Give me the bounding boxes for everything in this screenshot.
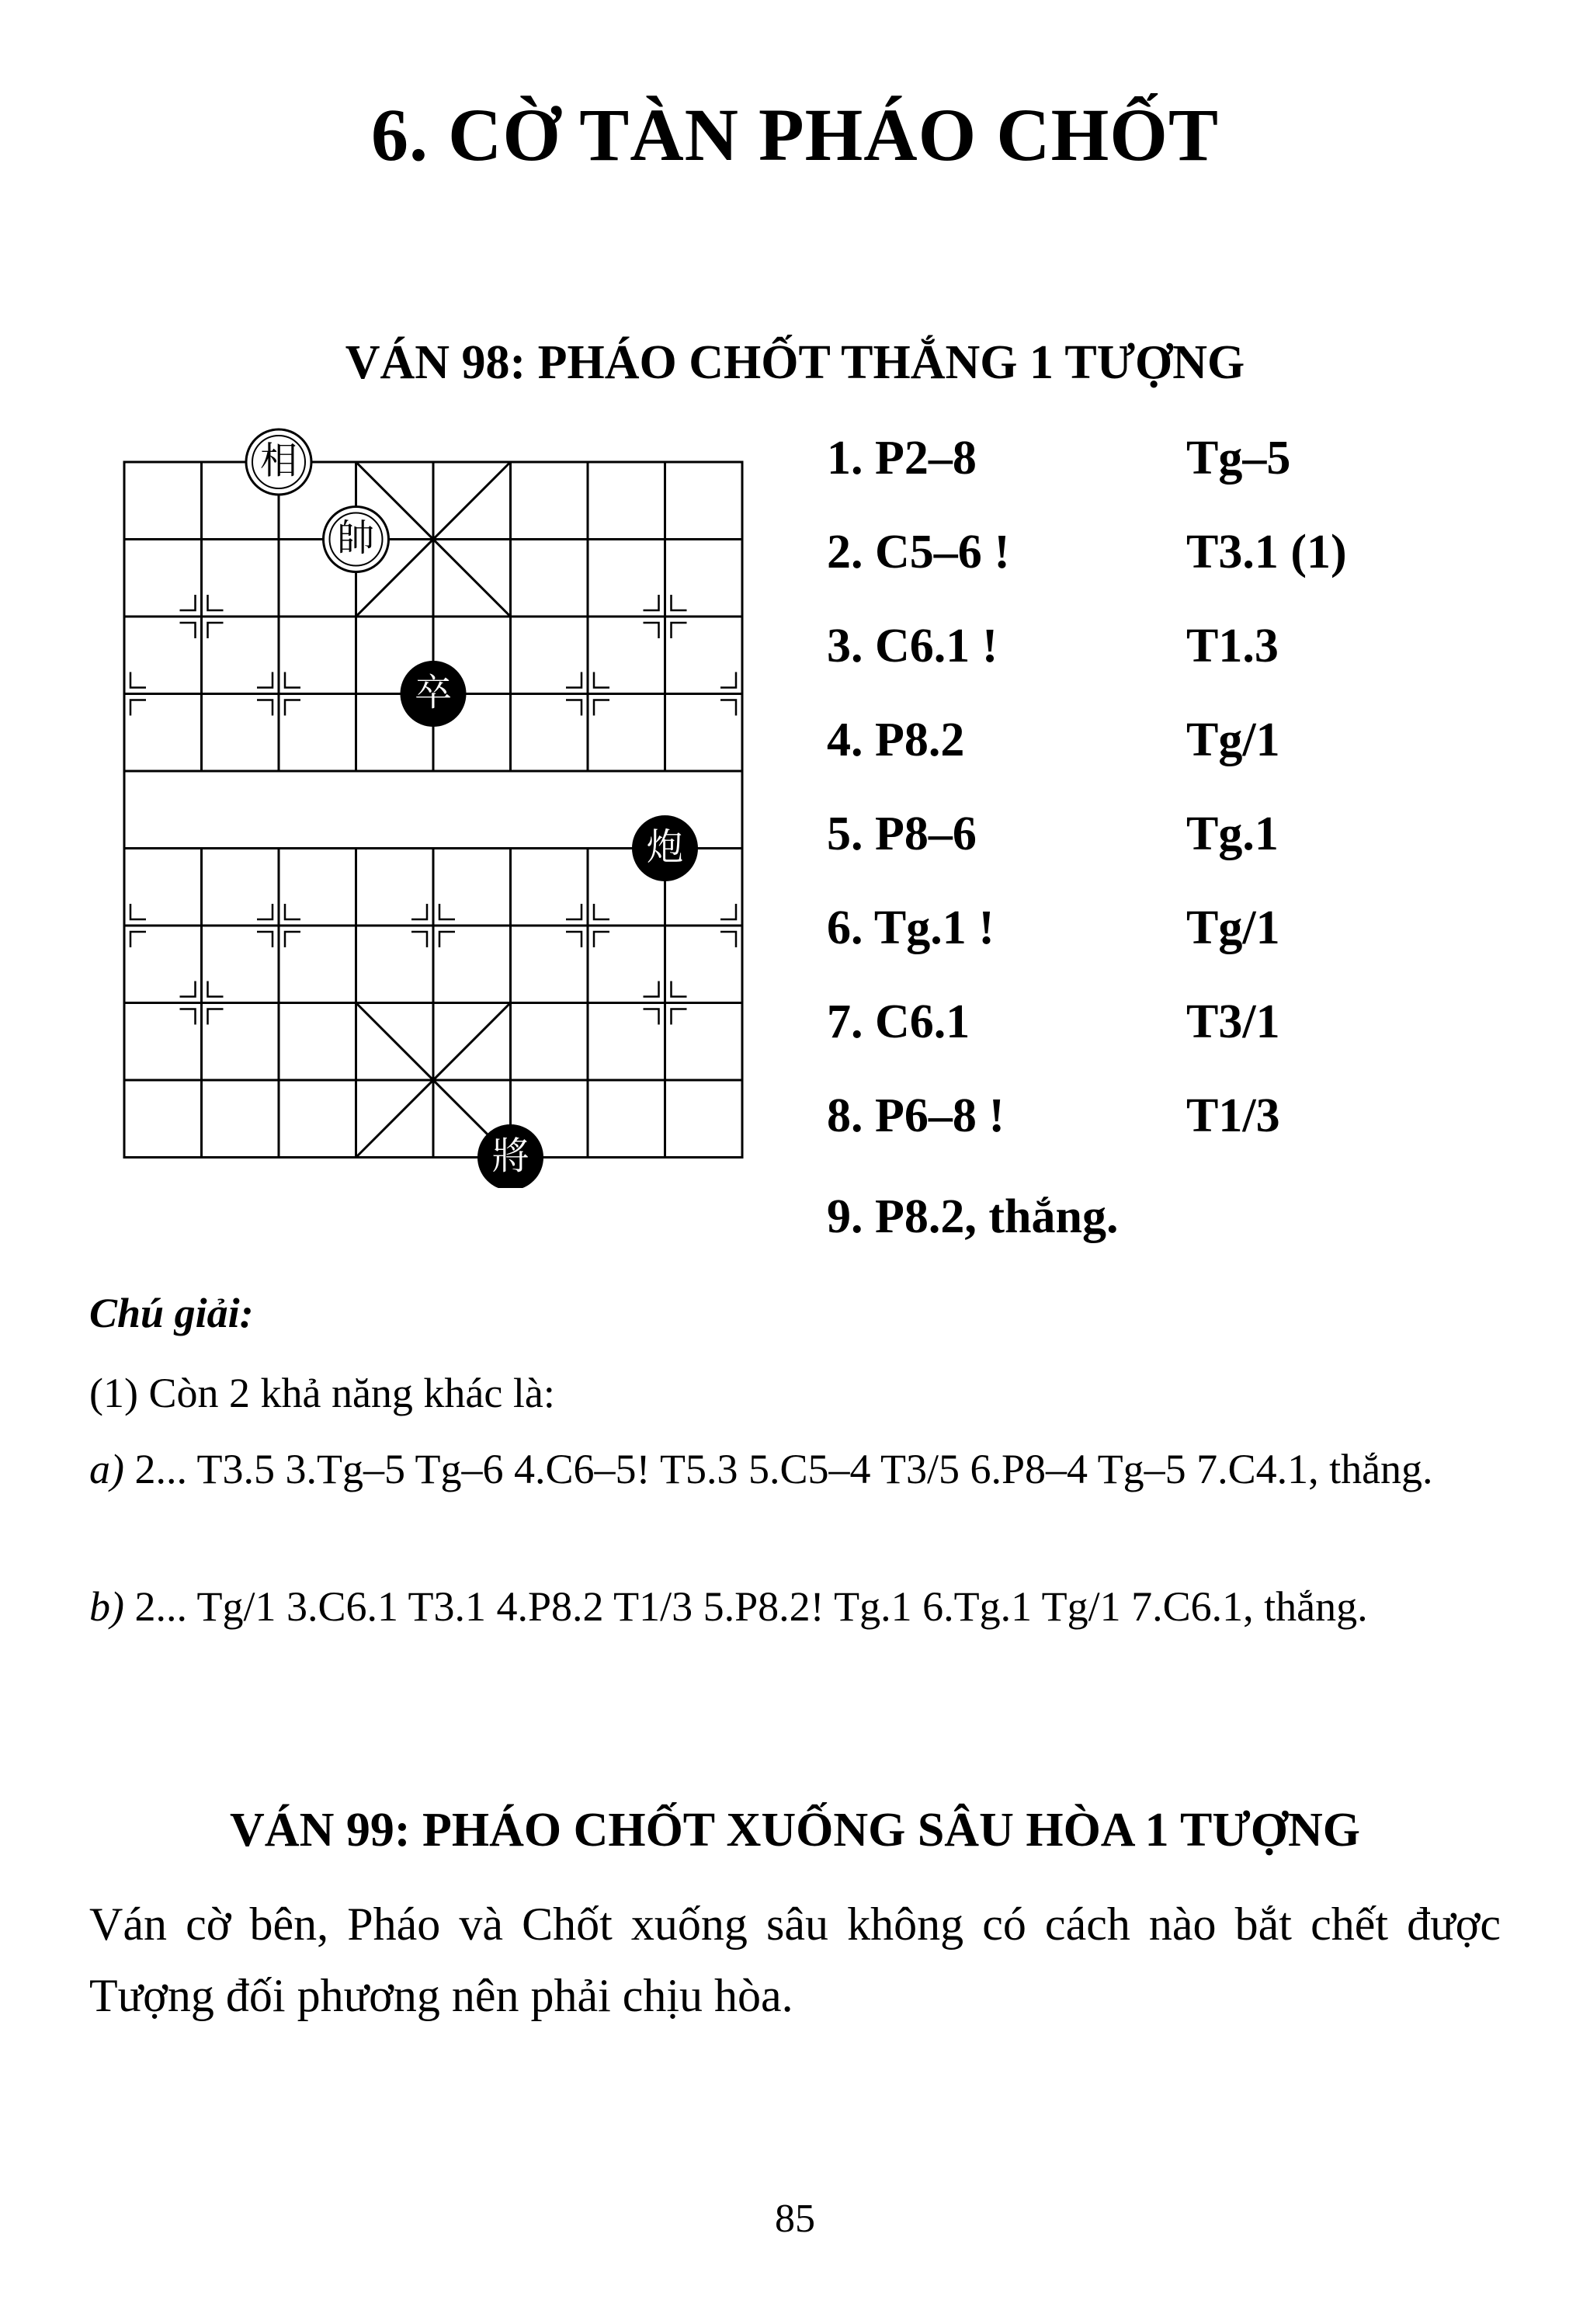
position-marker	[411, 904, 427, 919]
black-cannon-piece	[633, 816, 698, 881]
game-99-title: VÁN 99: PHÁO CHỐT XUỐNG SÂU HÒA 1 TƯỢNG	[230, 1804, 1360, 1857]
position-marker	[594, 700, 609, 716]
note-a-text: 2... T3.5 3.Tg–5 Tg–6 4.C6–5! T5.3 5.C5–4 T3/5 6.P8–4 Tg–5 7.C4.1, thắng.	[123, 1446, 1433, 1492]
move-6-black: Tg/1	[1186, 901, 1280, 954]
position-marker	[720, 904, 736, 919]
position-marker	[439, 904, 455, 919]
position-marker	[130, 700, 146, 716]
position-marker	[411, 932, 427, 947]
notes-title: Chú giải:	[89, 1290, 254, 1336]
move-1-white: 1. P2–8	[827, 432, 977, 485]
position-marker	[566, 904, 581, 919]
position-marker	[257, 700, 273, 716]
black-general-piece	[478, 1125, 543, 1189]
move-4-white: 4. P8.2	[827, 714, 965, 766]
note-b-label: b)	[89, 1583, 124, 1630]
position-marker	[285, 672, 300, 688]
position-marker	[257, 932, 273, 947]
position-marker	[439, 932, 455, 947]
position-marker	[180, 981, 196, 997]
red-elephant-piece	[246, 429, 311, 495]
position-marker	[644, 981, 659, 997]
position-marker	[208, 981, 224, 997]
note-line-b	[89, 1574, 1501, 1639]
game-98-title: VÁN 98: PHÁO CHỐT THẮNG 1 TƯỢNG	[345, 336, 1245, 389]
position-marker	[644, 595, 659, 610]
xiangqi-board	[116, 427, 761, 1188]
position-marker	[672, 981, 687, 997]
move-1-black: Tg–5	[1186, 432, 1291, 485]
move-3-white: 3. C6.1 !	[827, 620, 998, 672]
red-general-piece	[324, 507, 389, 572]
position-marker	[285, 932, 300, 947]
move-5-white: 5. P8–6	[827, 808, 977, 860]
piece-label: 帥	[337, 516, 375, 560]
move-7-black: T3/1	[1186, 995, 1280, 1048]
position-marker	[672, 623, 687, 638]
piece-label: 相	[259, 439, 298, 483]
position-marker	[130, 932, 146, 947]
notes-intro: (1) Còn 2 khả năng khác là:	[89, 1370, 555, 1416]
move-4-black: Tg/1	[1186, 714, 1280, 766]
final-move: 9. P8.2, thắng.	[827, 1190, 1119, 1243]
position-marker	[720, 932, 736, 947]
move-6-white: 6. Tg.1 !	[827, 901, 995, 954]
position-marker	[180, 1009, 196, 1025]
position-marker	[130, 672, 146, 688]
black-soldier-piece	[401, 662, 466, 727]
move-2-white: 2. C5–6 !	[827, 526, 1010, 578]
position-marker	[720, 700, 736, 716]
note-b-text: 2... Tg/1 3.C6.1 T3.1 4.P8.2 T1/3 5.P8.2! Tg.1 6.Tg.1 Tg/1 7.C6.1, thắng.	[123, 1583, 1368, 1630]
position-marker	[257, 904, 273, 919]
position-marker	[566, 672, 581, 688]
move-3-black: T1.3	[1186, 620, 1279, 672]
position-marker	[208, 623, 224, 638]
page-number: 85	[775, 2197, 815, 2241]
position-marker	[566, 932, 581, 947]
position-marker	[208, 595, 224, 610]
position-marker	[285, 700, 300, 716]
position-marker	[672, 595, 687, 610]
move-2-black: T3.1 (1)	[1186, 526, 1347, 578]
move-5-black: Tg.1	[1186, 808, 1279, 860]
chapter-title: 6. CỜ TÀN PHÁO CHỐT	[371, 93, 1219, 176]
position-marker	[594, 932, 609, 947]
move-8-black: T1/3	[1186, 1089, 1280, 1142]
position-marker	[594, 672, 609, 688]
position-marker	[566, 700, 581, 716]
piece-label: 炮	[646, 825, 684, 869]
position-marker	[180, 623, 196, 638]
move-8-white: 8. P6–8 !	[827, 1089, 1005, 1142]
position-marker	[644, 623, 659, 638]
game-99-text: Ván cờ bên, Pháo và Chốt xuống sâu không có cách nào bắt chết được Tượng đối phương nên phải chịu hòa.	[89, 1898, 1501, 2021]
position-marker	[257, 672, 273, 688]
position-marker	[644, 1009, 659, 1025]
position-marker	[594, 904, 609, 919]
note-a-label: a)	[89, 1446, 124, 1492]
move-7-white: 7. C6.1	[827, 995, 970, 1048]
position-marker	[180, 595, 196, 610]
position-marker	[720, 672, 736, 688]
position-marker	[130, 904, 146, 919]
position-marker	[672, 1009, 687, 1025]
position-marker	[285, 904, 300, 919]
position-marker	[208, 1009, 224, 1025]
note-line-a	[89, 1436, 1501, 1502]
piece-label: 卒	[414, 671, 453, 714]
piece-label: 將	[491, 1134, 529, 1178]
